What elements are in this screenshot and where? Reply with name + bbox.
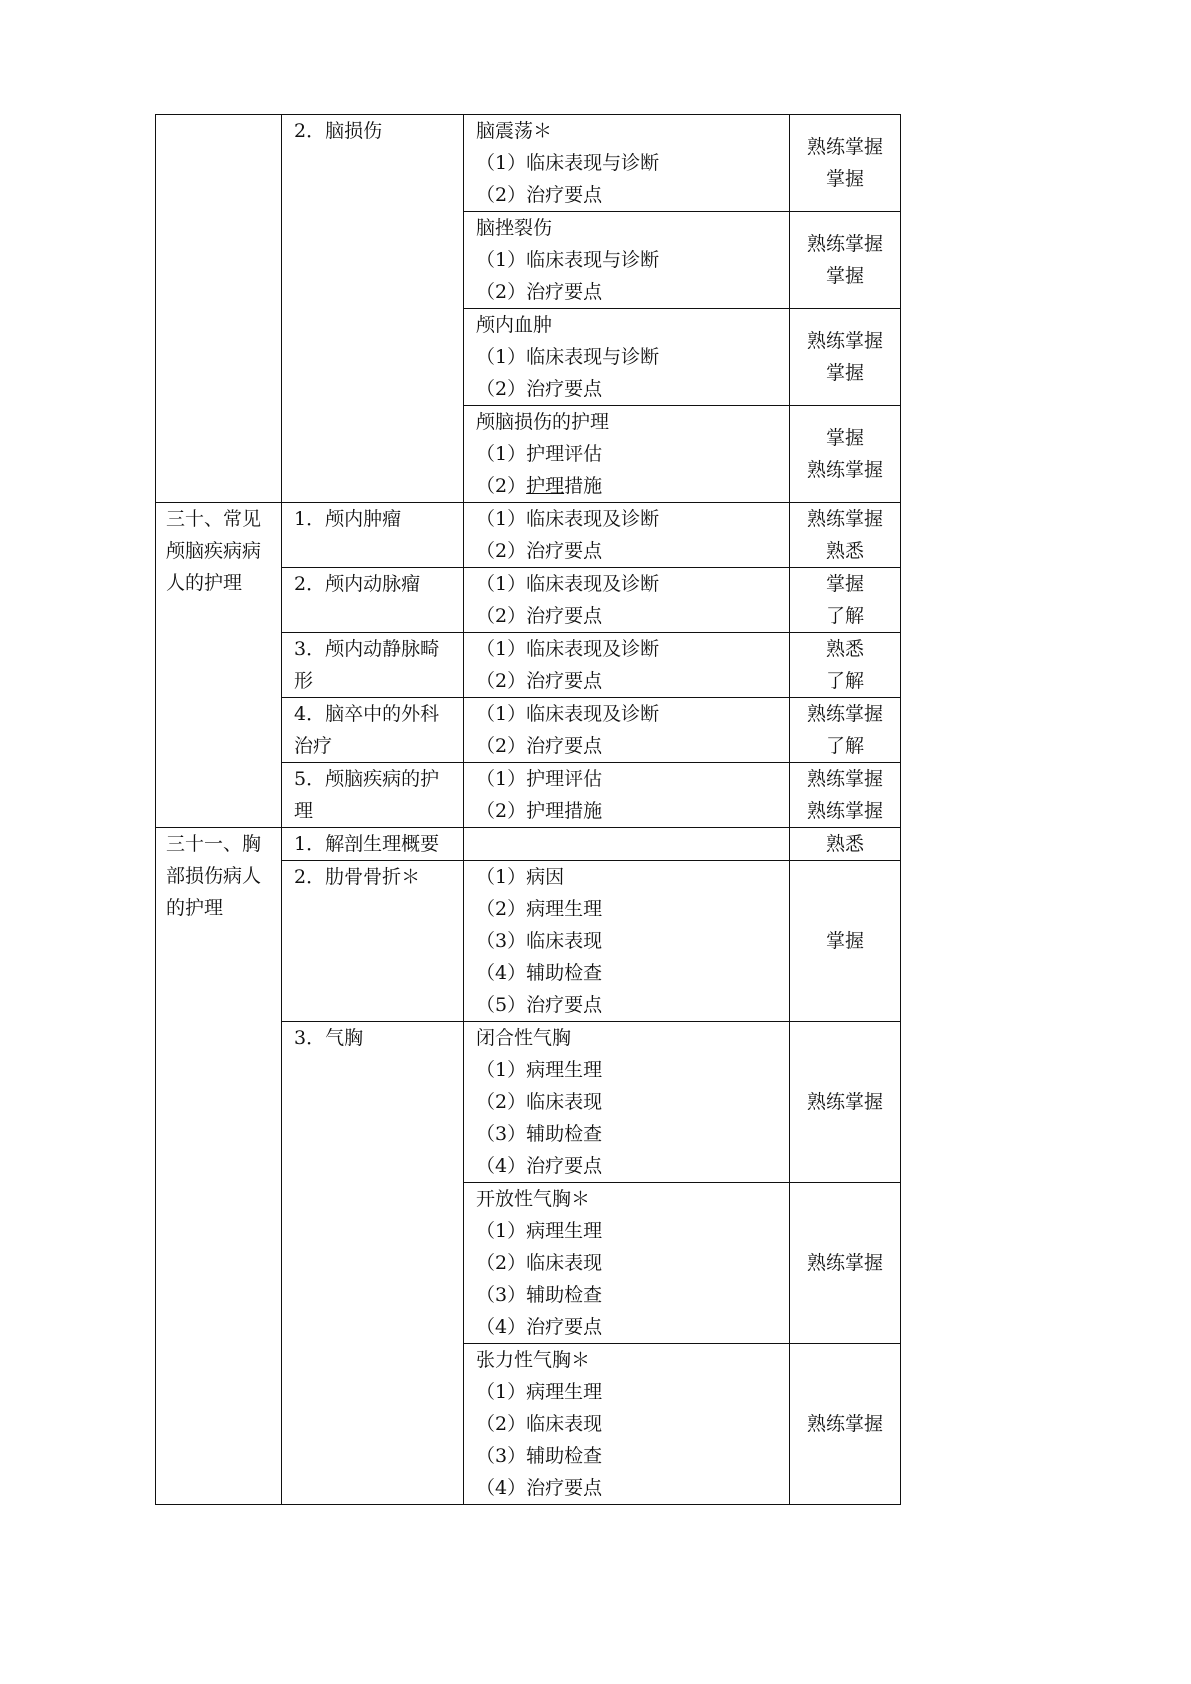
level-cell: [790, 406, 901, 503]
point-item: （2）治疗要点: [476, 735, 603, 757]
table-row: [156, 115, 901, 212]
level-label: 熟练掌握: [806, 768, 883, 790]
unit-cell: [156, 828, 282, 1505]
point-title: 脑挫裂伤: [476, 217, 553, 239]
topic-cell: [282, 861, 464, 1022]
level-label: 熟练掌握: [806, 1252, 883, 1274]
topic-cell: [282, 568, 464, 633]
topic-cell: [282, 633, 464, 698]
point-title: 张力性气胸＊: [476, 1349, 591, 1371]
table-row: [156, 828, 901, 861]
level-cell: [790, 1183, 901, 1344]
point-item: （2）治疗要点: [476, 670, 603, 692]
topic-cell: [282, 503, 464, 568]
point-cell: [464, 1344, 790, 1505]
topic-label: 2．颅内动脉瘤: [294, 573, 421, 595]
point-title: 颅脑损伤的护理: [476, 411, 610, 433]
level-label: 掌握: [825, 362, 864, 384]
point-item: （1）临床表现与诊断: [476, 346, 660, 368]
point-item: （3）辅助检查: [476, 1123, 603, 1145]
level-label: 掌握: [825, 427, 864, 449]
topic-cell: [282, 1022, 464, 1505]
level-cell: [790, 861, 901, 1022]
level-label: 熟练掌握: [806, 330, 883, 352]
level-label: 掌握: [825, 930, 864, 952]
level-cell: [790, 115, 901, 212]
topic-label: 1．颅内肿瘤: [294, 508, 402, 530]
topic-label: 2．脑损伤: [294, 120, 383, 142]
point-item: （2）治疗要点: [476, 184, 603, 206]
point-cell: [464, 861, 790, 1022]
topic-label: 2．肋骨骨折＊: [294, 866, 421, 888]
point-item: （2）临床表现: [476, 1091, 603, 1113]
point-cell: [464, 115, 790, 212]
topic-label: 3．颅内动静脉畸形: [294, 638, 440, 692]
topic-label: 3．气胸: [294, 1027, 364, 1049]
level-cell: [790, 698, 901, 763]
point-cell: [464, 568, 790, 633]
unit-label: 三十一、胸部损伤病人的护理: [166, 833, 262, 919]
level-label: 熟练掌握: [806, 800, 883, 822]
point-item: （4）治疗要点: [476, 1155, 603, 1177]
level-label: 熟练掌握: [806, 703, 883, 725]
point-cell: [464, 763, 790, 828]
level-label: 熟练掌握: [806, 136, 883, 158]
unit-label: 三十、常见颅脑疾病病人的护理: [166, 508, 262, 594]
topic-cell: [282, 115, 464, 503]
point-item: （3）辅助检查: [476, 1284, 603, 1306]
point-item: （1）病理生理: [476, 1220, 603, 1242]
point-item: （1）护理评估: [476, 443, 603, 465]
point-item: （1）病理生理: [476, 1059, 603, 1081]
level-cell: [790, 309, 901, 406]
level-label: 掌握: [825, 573, 864, 595]
point-item: （1）临床表现及诊断: [476, 508, 660, 530]
point-item: （1）临床表现与诊断: [476, 152, 660, 174]
point-item: （1）临床表现及诊断: [476, 573, 660, 595]
point-item: （3）辅助检查: [476, 1445, 603, 1467]
point-cell: [464, 309, 790, 406]
point-cell: [464, 828, 790, 861]
point-item: （4）治疗要点: [476, 1316, 603, 1338]
level-cell: [790, 828, 901, 861]
point-item: （3）临床表现: [476, 930, 603, 952]
point-item-tail: 措施: [564, 475, 603, 497]
level-label: 熟练掌握: [806, 508, 883, 530]
point-item-prefix: （2）: [476, 475, 527, 497]
point-cell: [464, 1022, 790, 1183]
topic-cell: [282, 763, 464, 828]
point-item: [476, 470, 777, 502]
level-label: 熟悉: [825, 540, 864, 562]
point-title: 开放性气胸＊: [476, 1188, 591, 1210]
point-item: （4）辅助检查: [476, 962, 603, 984]
level-label: 了解: [825, 735, 864, 757]
point-item: （2）病理生理: [476, 898, 603, 920]
level-label: 掌握: [825, 168, 864, 190]
level-label: 熟练掌握: [806, 459, 883, 481]
point-item: （1）临床表现及诊断: [476, 703, 660, 725]
level-label: 熟悉: [825, 833, 864, 855]
level-label: 熟练掌握: [806, 233, 883, 255]
point-item: （2）临床表现: [476, 1413, 603, 1435]
topic-label: 1．解剖生理概要: [294, 833, 440, 855]
point-item: （1）临床表现及诊断: [476, 638, 660, 660]
level-label: 了解: [825, 670, 864, 692]
point-cell: [464, 698, 790, 763]
point-title: 脑震荡＊: [476, 120, 553, 142]
point-item: （2）治疗要点: [476, 540, 603, 562]
level-cell: [790, 1022, 901, 1183]
level-cell: [790, 763, 901, 828]
level-cell: [790, 503, 901, 568]
point-item: （2）治疗要点: [476, 605, 603, 627]
level-cell: [790, 633, 901, 698]
level-cell: [790, 1344, 901, 1505]
topic-cell: [282, 698, 464, 763]
unit-cell: [156, 115, 282, 503]
topic-label: 5．颅脑疾病的护理: [294, 768, 440, 822]
point-cell: [464, 633, 790, 698]
point-item: （1）护理评估: [476, 768, 603, 790]
level-label: 熟练掌握: [806, 1413, 883, 1435]
point-item: （1）临床表现与诊断: [476, 249, 660, 271]
point-item: （2）临床表现: [476, 1252, 603, 1274]
topic-cell: [282, 828, 464, 861]
level-label: 了解: [825, 605, 864, 627]
level-label: 掌握: [825, 265, 864, 287]
point-cell: [464, 1183, 790, 1344]
point-item: （2）治疗要点: [476, 378, 603, 400]
point-item: （2）护理措施: [476, 800, 603, 822]
point-cell: [464, 406, 790, 503]
level-cell: [790, 212, 901, 309]
point-cell: [464, 503, 790, 568]
point-item: （5）治疗要点: [476, 994, 603, 1016]
level-label: 熟悉: [825, 638, 864, 660]
level-cell: [790, 568, 901, 633]
point-title: 闭合性气胸: [476, 1027, 572, 1049]
point-title: 颅内血肿: [476, 314, 553, 336]
level-label: 熟练掌握: [806, 1091, 883, 1113]
point-item: （4）治疗要点: [476, 1477, 603, 1499]
table-row: [156, 503, 901, 568]
topic-label: 4．脑卒中的外科治疗: [294, 703, 440, 757]
syllabus-table: [155, 114, 901, 1505]
point-item: （2）治疗要点: [476, 281, 603, 303]
unit-cell: [156, 503, 282, 828]
point-item: （1）病因: [476, 866, 565, 888]
underlined-text: 护理: [526, 475, 565, 497]
point-cell: [464, 212, 790, 309]
point-item: （1）病理生理: [476, 1381, 603, 1403]
